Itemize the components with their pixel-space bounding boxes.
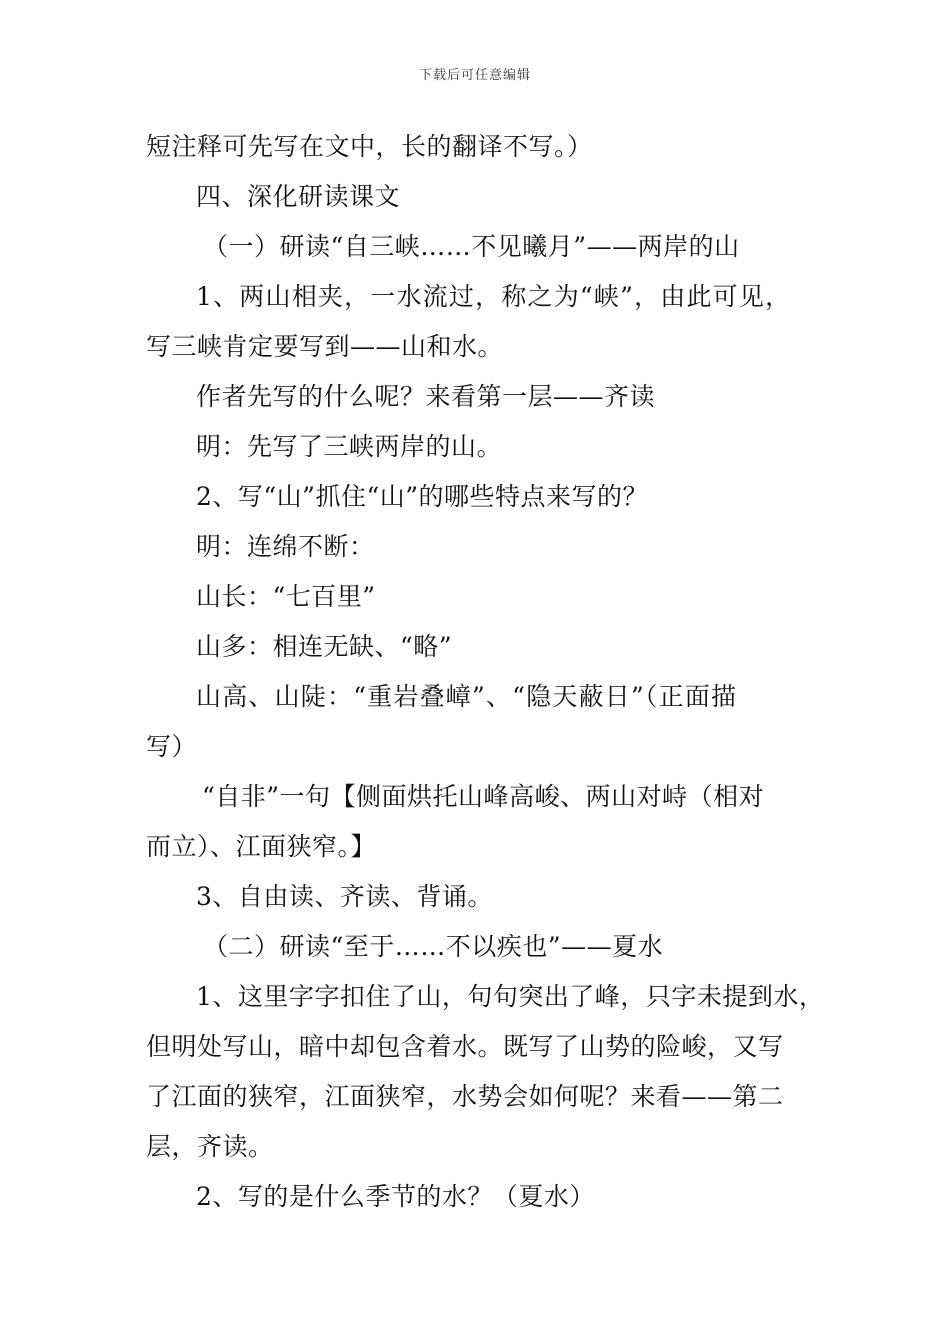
text-line: 作者先写的什么呢？来看第一层——齐读 xyxy=(196,382,656,411)
text-line: 写三峡肯定要写到——山和水。 xyxy=(146,332,504,361)
text-line: 山高、山陡：“重岩叠嶂”、“隐天蔽日”（正面描 xyxy=(196,682,738,711)
subsection-heading: （二）研读“至于……不以疾也”——夏水 xyxy=(203,932,664,961)
text-line: 层，齐读。 xyxy=(146,1132,274,1161)
text-line: 2、写“山”抓住“山”的哪些特点来写的？ xyxy=(196,482,649,511)
text-line: 山多：相连无缺、“略” xyxy=(196,632,453,661)
text-line: 写） xyxy=(146,732,198,761)
text-line: 但明处写山，暗中却包含着水。既写了山势的险峻，又写 xyxy=(146,1032,784,1061)
text-line: 1、两山相夹，一水流过，称之为“峡”，由此可见， xyxy=(196,282,792,311)
section-heading: 四、深化研读课文 xyxy=(196,182,401,211)
text-line: 明：先写了三峡两岸的山。 xyxy=(196,432,503,461)
text-line: 明：连绵不断： xyxy=(196,532,375,561)
text-line: 3、自由读、齐读、背诵。 xyxy=(196,882,493,911)
text-line: 山长：“七百里” xyxy=(196,582,376,611)
text-line: “自非”一句【侧面烘托山峰高峻、两山对峙（相对 xyxy=(202,782,765,811)
text-line: 1、这里字字扣住了山，句句突出了峰，只字未提到水， xyxy=(196,982,825,1011)
text-line: 短注释可先写在文中，长的翻译不写。） xyxy=(146,132,593,161)
page-header: 下载后可任意编辑 xyxy=(418,68,531,83)
subsection-heading: （一）研读“自三峡……不见曦月”——两岸的山 xyxy=(203,232,740,261)
document-body xyxy=(146,122,836,1222)
text-line: 2、写的是什么季节的水？（夏水） xyxy=(196,1182,595,1211)
text-line: 而立）、江面狭窄。】 xyxy=(146,832,377,861)
text-line: 了江面的狭窄，江面狭窄，水势会如何呢？来看——第二 xyxy=(146,1082,784,1111)
